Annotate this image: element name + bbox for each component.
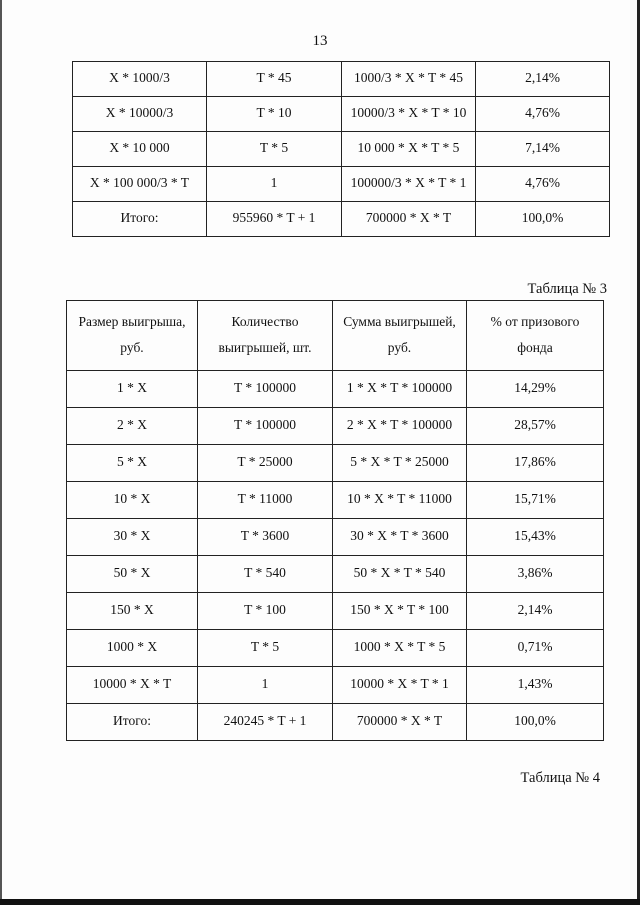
table-cell: 100,0%: [467, 704, 604, 741]
page-number: 13: [312, 33, 328, 49]
table-row: [73, 97, 610, 132]
prize-table-continued: [72, 61, 610, 237]
table-cell: 955960 * T + 1: [207, 202, 342, 237]
table-cell: 4,76%: [476, 97, 610, 132]
table-cell: 150 * X * T * 100: [333, 593, 467, 630]
table-row: [67, 445, 604, 482]
header-cell: Сумма выигрышей, руб.: [333, 301, 467, 371]
table-cell: X * 1000/3: [73, 62, 207, 97]
table-cell: 5 * X: [67, 445, 198, 482]
table-cell: 15,71%: [467, 482, 604, 519]
table-cell: Итого:: [73, 202, 207, 237]
table-row: [67, 630, 604, 667]
table-cell: 1: [198, 667, 333, 704]
table-cell: 50 * X: [67, 556, 198, 593]
table-cell: 2,14%: [476, 62, 610, 97]
table-cell: 17,86%: [467, 445, 604, 482]
table-cell: 700000 * X * T: [342, 202, 476, 237]
table-row: [67, 371, 604, 408]
header-cell: Количество выигрышей, шт.: [198, 301, 333, 371]
table-cell: X * 10000/3: [73, 97, 207, 132]
table-row: [67, 482, 604, 519]
table-row: [67, 704, 604, 741]
prize-table-3: [66, 300, 604, 741]
table-cell: Итого:: [67, 704, 198, 741]
table-row: [67, 556, 604, 593]
table-cell: 1000 * X: [67, 630, 198, 667]
table-cell: T * 5: [207, 132, 342, 167]
table-row: [73, 62, 610, 97]
table-4-caption: Таблица № 4: [520, 770, 600, 786]
table-3-caption: Таблица № 3: [527, 281, 607, 297]
table-cell: 14,29%: [467, 371, 604, 408]
table-cell: T * 5: [198, 630, 333, 667]
table-cell: 5 * X * T * 25000: [333, 445, 467, 482]
table-cell: 10 * X * T * 11000: [333, 482, 467, 519]
scan-edge-bottom: [0, 899, 640, 905]
table-cell: T * 100000: [198, 371, 333, 408]
table-row: [67, 667, 604, 704]
table-cell: 2,14%: [467, 593, 604, 630]
table-row: [73, 202, 610, 237]
table-cell: X * 10 000: [73, 132, 207, 167]
table-cell: 1000 * X * T * 5: [333, 630, 467, 667]
table-row: [67, 519, 604, 556]
table-cell: T * 11000: [198, 482, 333, 519]
table-cell: 28,57%: [467, 408, 604, 445]
table-cell: 1 * X * T * 100000: [333, 371, 467, 408]
table-header-row: [67, 301, 604, 371]
table-cell: 4,76%: [476, 167, 610, 202]
table-row: [73, 167, 610, 202]
table-cell: T * 540: [198, 556, 333, 593]
table-cell: 10 000 * X * T * 5: [342, 132, 476, 167]
table-cell: 10000/3 * X * T * 10: [342, 97, 476, 132]
header-cell: Размер выигрыша, руб.: [67, 301, 198, 371]
table-cell: 240245 * T + 1: [198, 704, 333, 741]
table-cell: 3,86%: [467, 556, 604, 593]
table-cell: 1: [207, 167, 342, 202]
table-row: [73, 132, 610, 167]
table-cell: 15,43%: [467, 519, 604, 556]
table-cell: 100000/3 * X * T * 1: [342, 167, 476, 202]
table-row: [67, 408, 604, 445]
table-cell: 1 * X: [67, 371, 198, 408]
table-cell: 700000 * X * T: [333, 704, 467, 741]
table-cell: T * 3600: [198, 519, 333, 556]
table-cell: 10 * X: [67, 482, 198, 519]
table-cell: 1,43%: [467, 667, 604, 704]
table-cell: T * 25000: [198, 445, 333, 482]
prize-table-continued-body: [73, 62, 610, 237]
prize-table-3-body: [67, 301, 604, 741]
table-cell: 0,71%: [467, 630, 604, 667]
table-cell: 10000 * X * T: [67, 667, 198, 704]
table-cell: T * 100000: [198, 408, 333, 445]
table-cell: T * 100: [198, 593, 333, 630]
table-cell: X * 100 000/3 * T: [73, 167, 207, 202]
table-cell: 30 * X: [67, 519, 198, 556]
table-cell: 2 * X * T * 100000: [333, 408, 467, 445]
table-row: [67, 593, 604, 630]
table-cell: 30 * X * T * 3600: [333, 519, 467, 556]
table-cell: 2 * X: [67, 408, 198, 445]
table-cell: T * 10: [207, 97, 342, 132]
table-cell: 50 * X * T * 540: [333, 556, 467, 593]
header-cell: % от призового фонда: [467, 301, 604, 371]
table-cell: 10000 * X * T * 1: [333, 667, 467, 704]
scan-edge-left: [0, 0, 2, 905]
table-cell: 7,14%: [476, 132, 610, 167]
table-cell: 100,0%: [476, 202, 610, 237]
table-cell: 1000/3 * X * T * 45: [342, 62, 476, 97]
table-cell: 150 * X: [67, 593, 198, 630]
table-cell: T * 45: [207, 62, 342, 97]
